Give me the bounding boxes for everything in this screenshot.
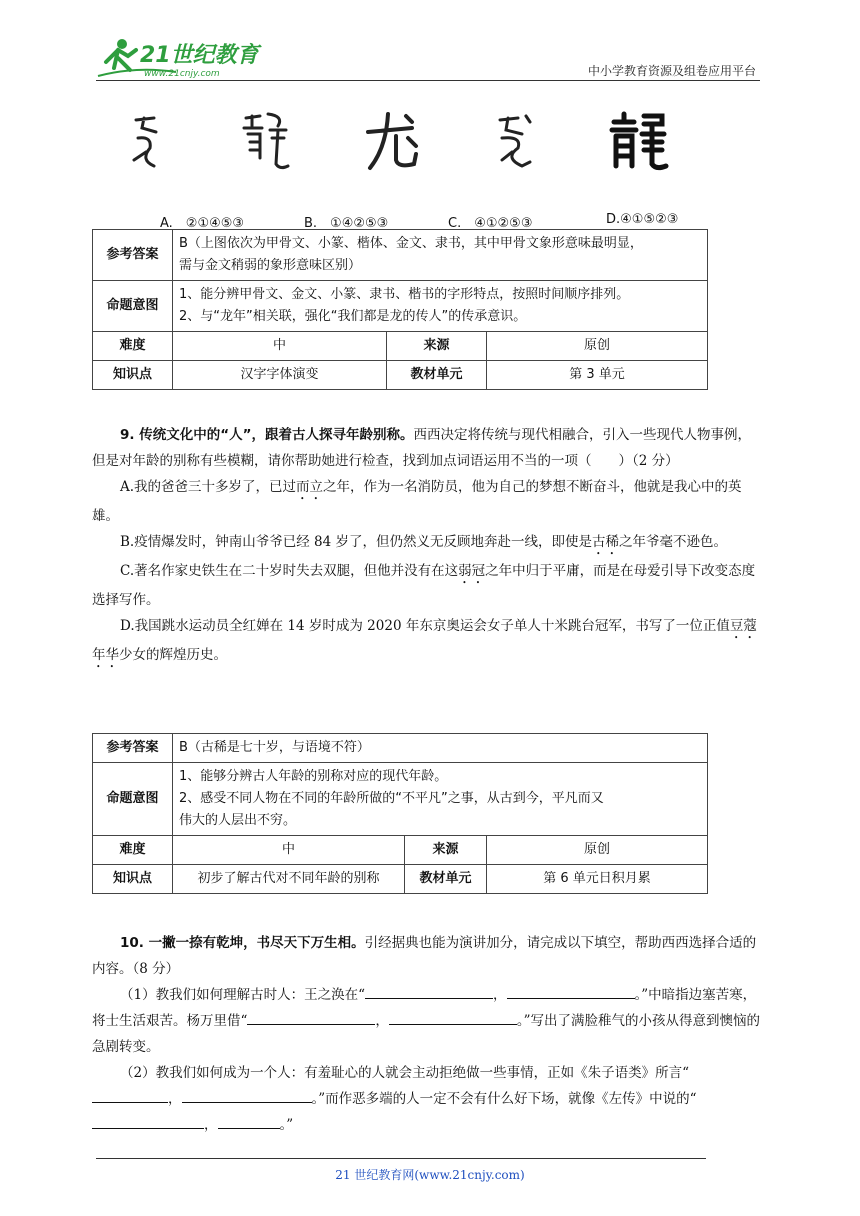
footer-link[interactable]: 21 世纪教育网(www.21cnjy.com) — [335, 1168, 525, 1182]
intent-line: 2、与“龙年”相关联，强化“我们都是龙的传人”的传承意识。 — [179, 309, 527, 324]
source-label: 来源 — [405, 836, 487, 865]
fill-blank[interactable] — [365, 984, 493, 999]
question-9 — [92, 422, 762, 671]
header-divider — [96, 80, 760, 81]
site-logo — [96, 36, 266, 80]
fill-blank[interactable] — [92, 1114, 204, 1129]
answer-cell — [173, 230, 708, 281]
q9-option-a[interactable]: A.我的爸爸三十多岁了，已过而立之年，作为一名消防员，他为自己的梦想不断奋斗，他就是我心中的英雄。 — [92, 479, 742, 524]
fill-blank[interactable] — [92, 1088, 168, 1103]
intent-line: 1、能分辨甲骨文、金文、小篆、隶书、楷书的字形特点，按照时间顺序排列。 — [179, 287, 630, 302]
oracle-bone-dragon-glyph — [126, 108, 166, 178]
source-value: 原创 — [487, 836, 708, 865]
small-seal-dragon-glyph — [240, 108, 292, 178]
footer-divider — [96, 1158, 706, 1159]
option-d[interactable]: D.④①⑤②③ — [606, 212, 679, 227]
regular-script-dragon-glyph — [362, 108, 422, 178]
intent-line: 1、能够分辨古人年龄的别称对应的现代年龄。 — [179, 769, 448, 784]
source-label: 来源 — [387, 332, 487, 361]
q9-option-b[interactable]: B.疫情爆发时，钟南山爷爷已经 84 岁了，但仍然义无反顾地奔赴一线，即使是古稀之年爷毫不逊色。 — [120, 534, 727, 550]
answer-line: 需与金文稍弱的象形意味区别） — [179, 258, 362, 273]
intent-line: 2、感受不同人物在不同的年龄所做的“不平凡”之事，从古到今，平凡而又 — [179, 791, 604, 806]
fill-blank[interactable] — [218, 1114, 280, 1129]
source-value: 原创 — [487, 332, 708, 361]
q10-lead: 10. 一撇一捺有乾坤，书尽天下万生相。 — [120, 935, 365, 951]
q9-option-c[interactable]: C.著名作家史铁生在二十岁时失去双腿，但他并没有在这弱冠之年中归于平庸，而是在母爱引导下改变态度选择写作。 — [92, 563, 756, 608]
answer-table-q8 — [92, 229, 708, 390]
logo-text: 21世纪教育 — [140, 43, 259, 68]
q10-stem: 引经据典也能为演讲加分，请完成以下填空，帮助西西选择合适的内容。（8 分） — [92, 935, 757, 977]
answer-table-q9 — [92, 733, 708, 894]
q9-option-d[interactable]: D.我国跳水运动员全红婵在 14 岁时成为 2020 年东京奥运会女子单人十米跳台冠军，书写了一位正值豆蔻年华少女的辉煌历史。 — [92, 618, 757, 663]
intent-cell — [173, 281, 708, 332]
question-10 — [92, 930, 762, 1138]
fill-blank[interactable] — [389, 1010, 517, 1025]
difficulty-label: 难度 — [93, 836, 173, 865]
answer-cell: B（古稀是七十岁，与语境不符） — [173, 734, 708, 763]
q10-part-2: （2）教我们如何成为一个人：有羞耻心的人就会主动拒绝做一些事情，正如《朱子语类》所言“， 。”而作恶多端的人一定不会有什么好下场，就像《左传》中说的“， 。” — [92, 1060, 762, 1138]
intent-label: 命题意图 — [93, 763, 173, 836]
knowledge-label: 知识点 — [93, 361, 173, 390]
unit-value: 第 3 单元 — [487, 361, 708, 390]
difficulty-value: 中 — [173, 836, 405, 865]
fill-blank[interactable] — [247, 1010, 375, 1025]
logo-url: www.21cnjy.com — [144, 69, 220, 79]
platform-name: 中小学教育资源及组卷应用平台 — [587, 64, 756, 78]
knowledge-value: 汉字字体演变 — [173, 361, 387, 390]
option-a[interactable]: A. ②①④⑤③ — [160, 216, 245, 231]
clerical-script-dragon-glyph — [606, 108, 670, 178]
option-b[interactable]: B. ①④②⑤③ — [304, 216, 389, 231]
unit-value: 第 6 单元日积月累 — [487, 865, 708, 894]
difficulty-value: 中 — [173, 332, 387, 361]
answer-label: 参考答案 — [93, 734, 173, 763]
knowledge-value: 初步了解古代对不同年龄的别称 — [173, 865, 405, 894]
unit-label: 教材单元 — [387, 361, 487, 390]
answer-label: 参考答案 — [93, 230, 173, 281]
q9-lead: 9. 传统文化中的“人”，跟着古人探寻年龄别称。 — [120, 427, 414, 443]
intent-label: 命题意图 — [93, 281, 173, 332]
intent-cell — [173, 763, 708, 836]
option-c[interactable]: C. ④①②⑤③ — [448, 216, 533, 231]
answer-line: B（上图依次为甲骨文、小篆、楷体、金文、隶书，其中甲骨文象形意味最明显， — [179, 236, 643, 251]
intent-line: 伟大的人层出不穷。 — [179, 813, 297, 828]
fill-blank[interactable] — [182, 1088, 312, 1103]
bronze-script-dragon-glyph — [492, 108, 536, 178]
q9-stem: 西西决定将传统与现代相融合，引入一些现代人物事例，但是对年龄的别称有些模糊，请你帮助她进行检查，找到加点词语运用不当的一项（ ）（2 分） — [92, 427, 751, 469]
q10-part-1: （1）教我们如何理解古时人：王之涣在“ ， 。”中暗指边塞苦寒，将士生活艰苦。杨万里借“ ， 。”写出了满脸稚气的小孩从得意到懊恼的急剧转变。 — [92, 982, 762, 1060]
unit-label: 教材单元 — [405, 865, 487, 894]
fill-blank[interactable] — [507, 984, 635, 999]
difficulty-label: 难度 — [93, 332, 173, 361]
knowledge-label: 知识点 — [93, 865, 173, 894]
dragon-glyph-images — [100, 108, 700, 178]
